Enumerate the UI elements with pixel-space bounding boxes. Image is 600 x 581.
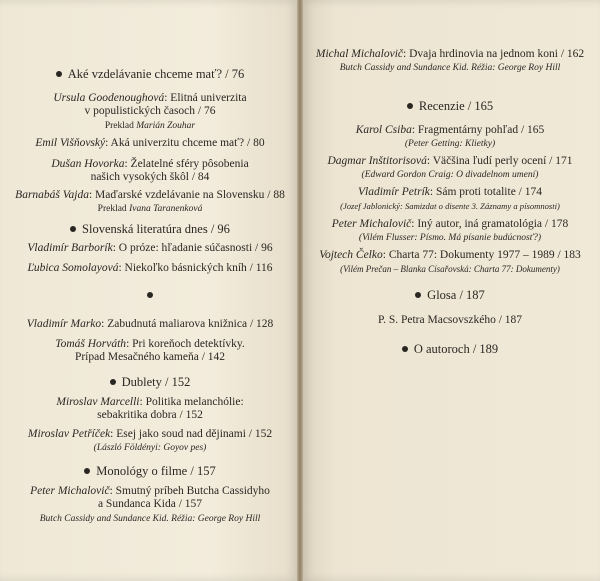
- toc-entry: Tomáš Horváth: Pri koreňoch detektívky.: [55, 338, 245, 350]
- toc-entry: Vladimír Petrík: Sám proti totalite / 174: [358, 186, 542, 198]
- toc-entry: Peter Michalovič: Iný autor, iná gramatológia / 178: [331, 218, 569, 230]
- toc-entry-continued: a Sundanca Kida / 157: [97, 498, 203, 510]
- translator-line: Preklad Ivana Taranenková: [97, 204, 203, 214]
- toc-entry: Karol Csiba: Fragmentárny pohľad / 165: [355, 124, 545, 136]
- toc-entry-continued: našich vysokých škôl / 84: [90, 171, 210, 183]
- bullet-icon: [415, 292, 421, 298]
- toc-entry: Michal Michalovič: Dvaja hrdinovia na jednom koni / 162: [315, 48, 585, 60]
- book-gutter: [297, 0, 303, 581]
- entry-note: Butch Cassidy and Sundance Kid. Réžia: George Roy Hill: [39, 514, 261, 524]
- toc-entry: Ľubica Somolayová: Niekoľko básnických kníh / 116: [27, 262, 273, 274]
- entry-note: (Vilém Flusser: Písmo. Má písanie budúcnosť?): [358, 233, 542, 243]
- entry-note: (Vilém Prečan – Blanka Císařovská: Charta 77: Dokumenty): [340, 264, 560, 274]
- toc-entry: Dušan Hovorka: Želatelné sféry pôsobenia: [51, 158, 249, 170]
- right-page: [300, 0, 600, 581]
- entry-note: Butch Cassidy and Sundance Kid. Réžia: George Roy Hill: [339, 63, 561, 73]
- entry-author: Ursula Goodenoughová: [53, 92, 165, 104]
- bullet-icon: [84, 468, 90, 474]
- toc-entry: Vojtech Čelko: Charta 77: Dokumenty 1977 – 1989 / 183: [319, 249, 581, 261]
- toc-entry: [0, 91, 300, 105]
- bullet-icon: [56, 71, 62, 77]
- section-heading: Dublety / 152: [0, 375, 300, 389]
- toc-entry: Miroslav Marcelli: Politika melanchólie:: [56, 396, 244, 408]
- section-heading: Monológy o filme / 157: [0, 464, 300, 478]
- bullet-icon: [70, 226, 76, 232]
- toc-entry: Emil Višňovský: Aká univerzitu chceme mať? / 80: [35, 137, 265, 149]
- toc-entry: P. S. Petra Macsovszkého / 187: [377, 314, 523, 326]
- toc-entry: Vladimír Barborík: O próze: hľadanie súčasnosti / 96: [27, 242, 273, 254]
- toc-entry: Peter Michalovič: Smutný príbeh Butcha Cassidyho: [30, 485, 270, 497]
- entry-note: (Peter Getting: Klietky): [404, 139, 496, 149]
- section-heading: Recenzie / 165: [300, 99, 600, 113]
- toc-entry: Dagmar Inštitorisová: Väčšina ľudí perly ocení / 171: [327, 155, 573, 167]
- section-heading: Glosa / 187: [300, 288, 600, 302]
- toc-entry-continued: Prípad Mesačného kameňa / 142: [74, 351, 226, 363]
- bullet-icon: [402, 346, 408, 352]
- toc-entry: Barnabáš Vajda: Maďarské vzdelávanie na Slovensku / 88: [15, 189, 285, 201]
- entry-title: : Elitná univerzita: [164, 92, 247, 104]
- bullet-icon: [110, 379, 116, 385]
- entry-note: (László Földényi: Goyov pes): [93, 443, 207, 453]
- entry-note: (Edward Gordon Craig: O divadelnom umení): [361, 170, 539, 180]
- toc-entry: Miroslav Petříček: Esej jako soud nad dějinami / 152: [27, 428, 273, 440]
- bullet-icon: [147, 292, 153, 298]
- bullet-icon: [407, 103, 413, 109]
- toc-entry-continued: sebakritika dobra / 152: [97, 409, 203, 421]
- section-heading: O autoroch / 189: [300, 342, 600, 356]
- toc-entry: Vladimír Marko: Zabudnutá maliarova knižnica / 128: [26, 318, 274, 330]
- translator-line: Preklad Marián Zouhar: [104, 121, 196, 131]
- toc-entry-continued: v populistických časoch / 76: [84, 105, 216, 117]
- section-heading: Aké vzdelávanie chceme mať? / 76: [0, 67, 300, 81]
- entry-note: (Jozef Jablonický: Samizdat o disente 3. Záznamy a písomnosti): [340, 201, 560, 211]
- section-separator: [0, 289, 300, 303]
- section-heading: Slovenská literatúra dnes / 96: [0, 222, 300, 236]
